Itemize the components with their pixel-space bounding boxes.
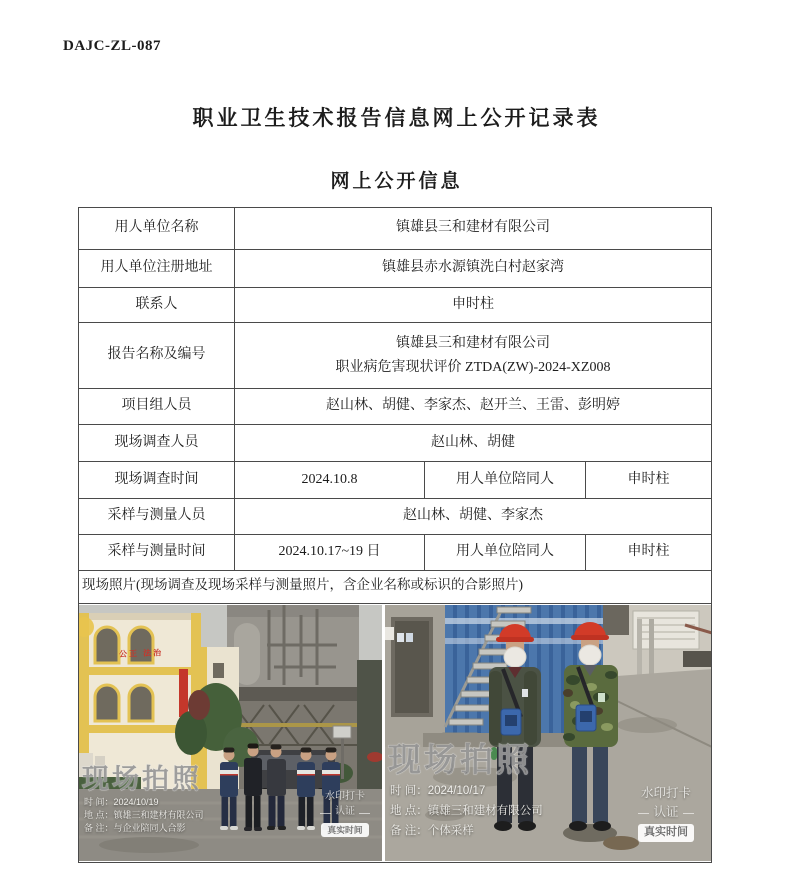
row-value-cell: 赵山林、胡健、李家杰 [235,499,712,535]
row-value-cell [235,323,712,389]
building-banner-text: 公正 法治 [118,647,164,659]
watermark-time: 时 间：2024/10/19 [84,796,159,807]
row-value-cell: 申时柱 [235,288,712,323]
row-label-cell: 用人单位陪同人 [425,462,586,499]
site-group-photo [79,605,382,861]
row-value-cell: 镇雄县三和建材有限公司 [235,208,712,250]
verify-badge [628,784,704,842]
table-row [79,462,712,499]
row-value-cell: 赵山林、胡健、李家杰、赵开兰、王雷、彭明婷 [235,389,712,425]
row-label-cell: 用人单位名称 [79,208,235,250]
row-label-cell: 联系人 [79,288,235,323]
watermark-stamp: 现场拍照 [82,763,202,794]
photo-row-cell [79,603,712,862]
table-row [79,499,712,535]
badge-title: 水印打卡 [640,785,691,800]
watermark-stamp: 现场拍照 [388,740,532,778]
row-label-cell: 采样与测量时间 [79,535,235,571]
row-label-cell: 现场调查人员 [79,425,235,462]
watermark-time: 时 间：2024/10/17 [390,784,486,797]
row-value-cell: 2024.10.8 [235,462,425,499]
row-label-cell: 报告名称及编号 [79,323,235,389]
badge-sub: 认证 [335,805,355,820]
table-row [79,535,712,571]
verify-badge [314,790,376,839]
badge-title: 水印打卡 [325,790,365,802]
table-row [79,603,712,862]
watermark-location: 地 点：镇雄三和建材有限公司 [84,809,204,820]
photo-caption: 现场照片(现场调查及现场采样与测量照片，含企业名称或标识的合影照片) [79,571,712,604]
table-row [79,250,712,288]
sampling-photo [385,605,712,861]
row-value-cell: 赵山林、胡健 [235,425,712,462]
watermark-note: 备 注：与企业陪同人合影 [84,822,186,833]
table-row [79,425,712,462]
table-row [79,571,712,604]
badge-sub: 认证 [653,803,678,821]
real-time-tag: 真实时间 [638,824,694,842]
watermark-note: 备 注：个体采样 [390,824,474,837]
row-label-cell: 用人单位注册地址 [79,250,235,288]
watermark-location: 地 点：镇雄三和建材有限公司 [390,804,543,817]
report-name-line: 镇雄县三和建材有限公司 [396,335,550,351]
record-table [78,207,712,863]
row-label-cell: 现场调查时间 [79,462,235,499]
row-value-cell: 2024.10.17~19 日 [235,535,425,571]
row-value-cell: 申时柱 [586,462,712,499]
row-label-cell: 用人单位陪同人 [425,535,586,571]
photo-strip [79,605,712,861]
row-label-cell: 采样与测量人员 [79,499,235,535]
row-value-cell: 镇雄县赤水源镇洗白村赵家湾 [235,250,712,288]
table-row [79,208,712,250]
table-row [79,323,712,389]
doc-code: DAJC-ZL-087 [63,38,161,54]
page-title: 职业卫生技术报告信息网上公开记录表 [192,106,601,130]
table-row [79,389,712,425]
report-number-line: 职业病危害现状评价 ZTDA(ZW)-2024-XZ008 [335,359,611,375]
section-title: 网上公开信息 [330,171,463,192]
table-row [79,288,712,323]
row-label-cell: 项目组人员 [79,389,235,425]
row-value-cell: 申时柱 [586,535,712,571]
real-time-tag: 真实时间 [321,823,368,838]
